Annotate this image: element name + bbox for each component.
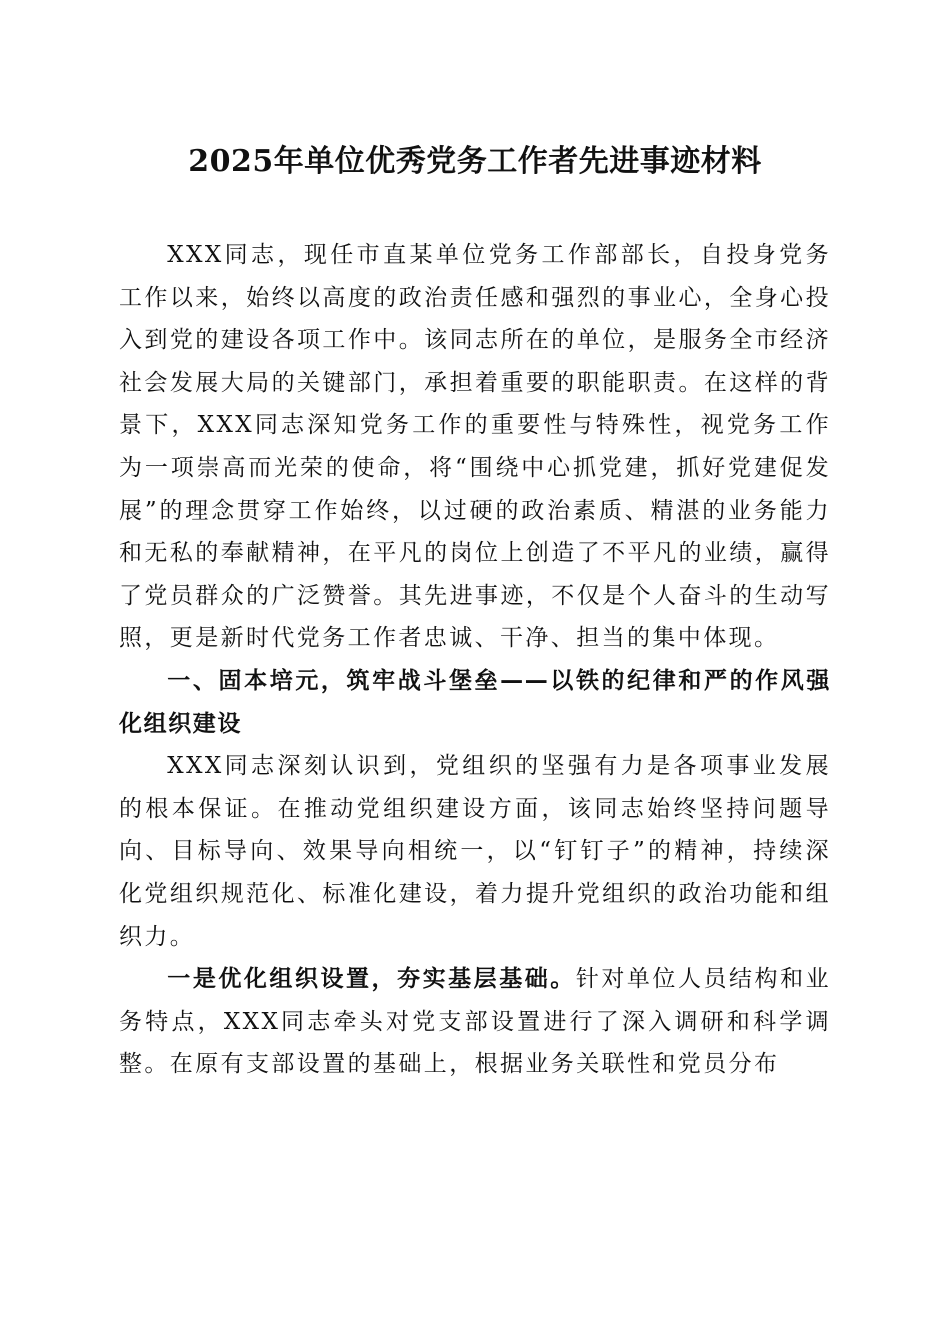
document-body: [119, 234, 831, 1086]
document-title: 2025年单位优秀党务工作者先进事迹材料: [188, 144, 762, 179]
point-body: 针对单位人员结构和业务特点，XXX同志牵头对党支部设置进行了深入调研和科学调整。在原有支部设置的基础上，根据业务关联性和党员分布: [119, 966, 831, 1078]
section-paragraph: XXX同志深刻认识到，党组织的坚强有力是各项事业发展的根本保证。在推动党组织建设方面，该同志始终坚持问题导向、目标导向、效果导向相统一，以“钉钉子”的精神，持续深化党组织规范化、标准化建设，着力提升党组织的政治功能和组织力。: [119, 753, 831, 950]
section-heading: 一、固本培元，筑牢战斗堡垒——以铁的纪律和严的作风强化组织建设: [119, 667, 831, 737]
point-lead: 一是优化组织设置，夯实基层基础。: [167, 965, 576, 993]
intro-paragraph: XXX同志，现任市直某单位党务工作部部长，自投身党务工作以来，始终以高度的政治责任感和强烈的事业心，全身心投入到党的建设各项工作中。该同志所在的单位，是服务全市经济社会发展大局的关键部门，承担着重要的职能职责。在这样的背景下，XXX同志深知党务工作的重要性与特殊性，视党务工作为一项崇高而光荣的使命，将“围绕中心抓党建，抓好党建促发展”的理念贯穿工作始终，以过硬的政治素质、精湛的业务能力和无私的奉献精神，在平凡的岗位上创造了不平凡的业绩，赢得了党员群众的广泛赞誉。其先进事迹，不仅是个人奋斗的生动写照，更是新时代党务工作者忠诚、干净、担当的集中体现。: [119, 242, 831, 652]
point-paragraph: [119, 958, 831, 1086]
